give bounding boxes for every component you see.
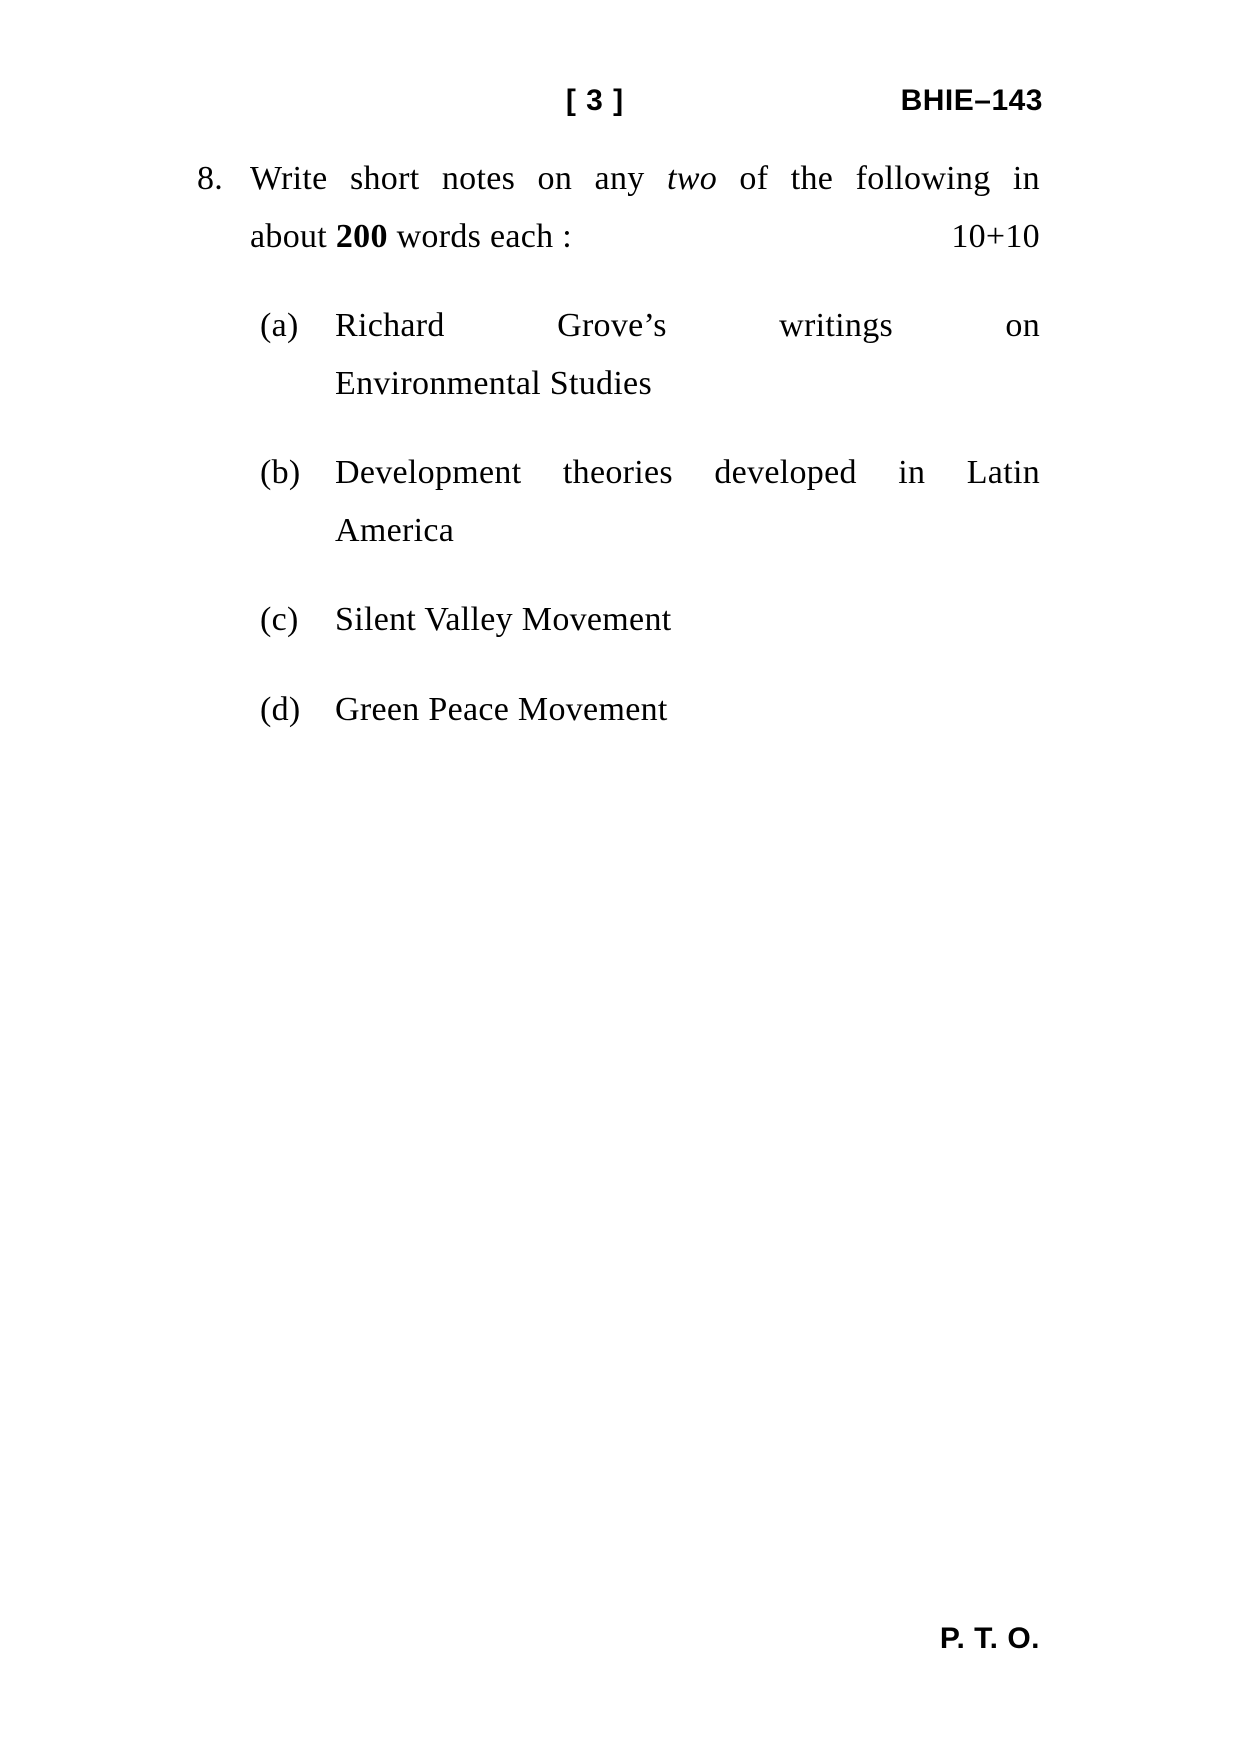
item-label: (c) — [260, 601, 299, 638]
pto-label: P. T. O. — [939, 1622, 1040, 1655]
question-line2-seg-b-bold: 200 — [335, 217, 388, 255]
question-line1-seg-a: Write short notes on any — [250, 160, 645, 197]
question-line-2 — [250, 208, 1040, 266]
item-text — [335, 444, 1040, 559]
item-label: (d) — [260, 690, 301, 728]
question-line1-seg-b-italic: two — [666, 160, 717, 197]
question-item-d — [197, 681, 1040, 739]
item-text-line: Silent Valley Movement — [335, 601, 672, 638]
question-line2-text — [250, 208, 572, 266]
item-text — [335, 297, 1040, 412]
question-item-a — [197, 297, 1040, 412]
page-number: [ 3 ] — [565, 84, 625, 117]
marks-value: 10+10 — [951, 217, 1040, 255]
question-row — [197, 150, 1040, 265]
course-code: BHIE–143 — [900, 84, 1043, 117]
question-items — [197, 297, 1040, 738]
question-line2-seg-a: about — [250, 217, 328, 255]
item-label: (a) — [260, 307, 299, 344]
item-label: (b) — [260, 454, 301, 491]
item-text-line: Development theories developed in Latin — [335, 454, 1040, 491]
question-number: 8. — [197, 160, 224, 197]
question-text — [250, 150, 1040, 265]
question-line-1 — [250, 150, 1040, 208]
item-text — [335, 681, 1040, 739]
question-block — [197, 150, 1040, 738]
question-item-c — [197, 591, 1040, 649]
item-text-line: Environmental Studies — [335, 364, 652, 402]
question-line1-seg-c: of the following in — [739, 160, 1040, 197]
question-line2-seg-c: words each : — [396, 217, 573, 255]
item-text-line: Richard Grove’s writings on — [335, 307, 1040, 344]
item-text — [335, 591, 1040, 649]
item-text-line: Green Peace Movement — [335, 690, 668, 728]
question-item-b — [197, 444, 1040, 559]
item-text-line: America — [335, 511, 455, 549]
